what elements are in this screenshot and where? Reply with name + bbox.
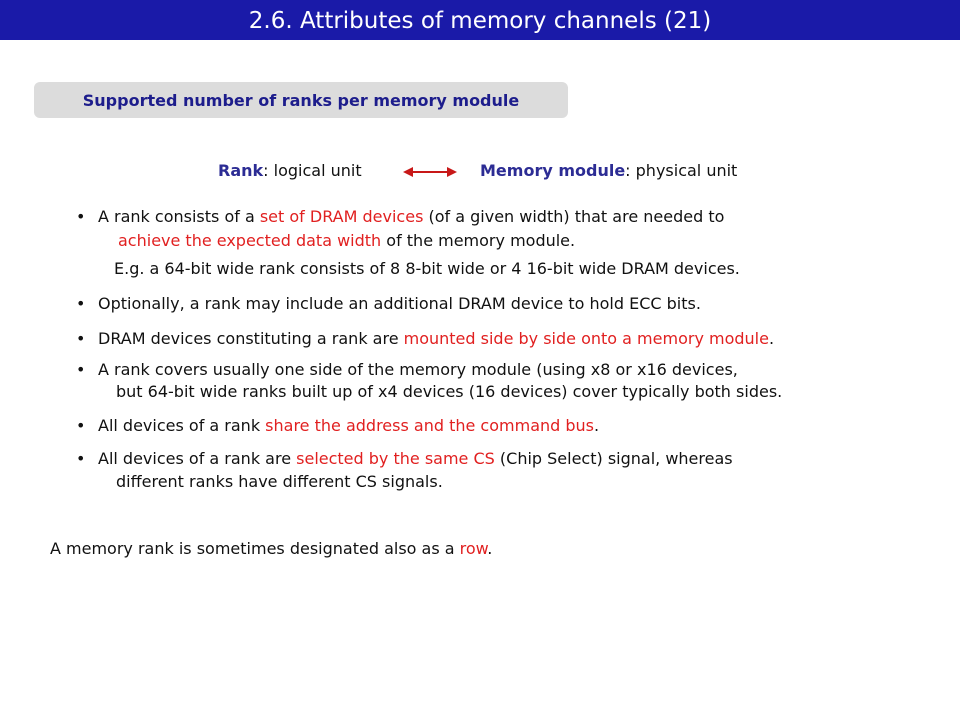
bullet-mounting: • DRAM devices constituting a rank are mounted side by side onto a memory module.	[76, 329, 775, 348]
rank-description: : logical unit	[263, 161, 362, 180]
footer-text: .	[487, 539, 493, 558]
module-definition	[480, 161, 737, 181]
bullet-text: of the memory module.	[381, 231, 576, 250]
slide-title: 2.6. Attributes of memory channels (21)	[0, 0, 960, 40]
highlight-text: selected by the same CS	[296, 449, 495, 468]
highlight-text: achieve the expected data width	[118, 231, 382, 250]
bullet-rank-composition: • A rank consists of a set of DRAM devices (of a given width) that are needed to	[76, 207, 725, 226]
section-heading: Supported number of ranks per memory module	[34, 82, 568, 118]
bullet-module-sides: • A rank covers usually one side of the memory module (using x8 or x16 devices,	[76, 360, 738, 379]
double-arrow-icon	[403, 164, 457, 180]
highlight-text: set of DRAM devices	[259, 207, 424, 226]
bullet-rank-composition-cont	[118, 229, 575, 253]
highlight-text: mounted side by side onto a memory module	[403, 329, 769, 348]
rank-definition	[218, 161, 362, 181]
bullet-chip-select-cont: different ranks have different CS signals.	[116, 472, 443, 491]
bullet-text: A rank consists of a	[98, 207, 260, 226]
memory-module-term: Memory module	[480, 161, 626, 180]
bullet-text: (Chip Select) signal, whereas	[494, 449, 733, 468]
bullet-text: All devices of a rank	[98, 416, 266, 435]
bullet-module-sides-cont: but 64-bit wide ranks built up of x4 devices (16 devices) cover typically both sides.	[116, 382, 783, 401]
module-description: : physical unit	[625, 161, 738, 180]
bullet-chip-select: • All devices of a rank are selected by the same CS (Chip Select) signal, whereas	[76, 449, 733, 468]
footer-note	[50, 537, 492, 561]
example-line: E.g. a 64-bit wide rank consists of 8 8-bit wide or 4 16-bit wide DRAM devices.	[114, 259, 740, 278]
bullet-text: All devices of a rank are	[98, 449, 297, 468]
bullet-text: (of a given width) that are needed to	[423, 207, 725, 226]
bullet-text: A rank covers usually one side of the memory module (using x8 or x16 devices,	[98, 360, 738, 379]
bullet-text: .	[594, 416, 600, 435]
highlight-text: share the address and the command bus	[265, 416, 595, 435]
rank-term: Rank	[218, 161, 264, 180]
bullet-shared-bus: • All devices of a rank share the address and the command bus.	[76, 416, 600, 435]
bullet-text: .	[768, 329, 775, 348]
bullet-text: Optionally, a rank may include an additional DRAM device to hold ECC bits.	[98, 294, 701, 313]
highlight-text: row	[459, 539, 488, 558]
footer-text: A memory rank is sometimes designated also as a	[50, 539, 460, 558]
bullet-text: DRAM devices constituting a rank are	[98, 329, 404, 348]
bullet-ecc: • Optionally, a rank may include an additional DRAM device to hold ECC bits.	[76, 294, 701, 313]
